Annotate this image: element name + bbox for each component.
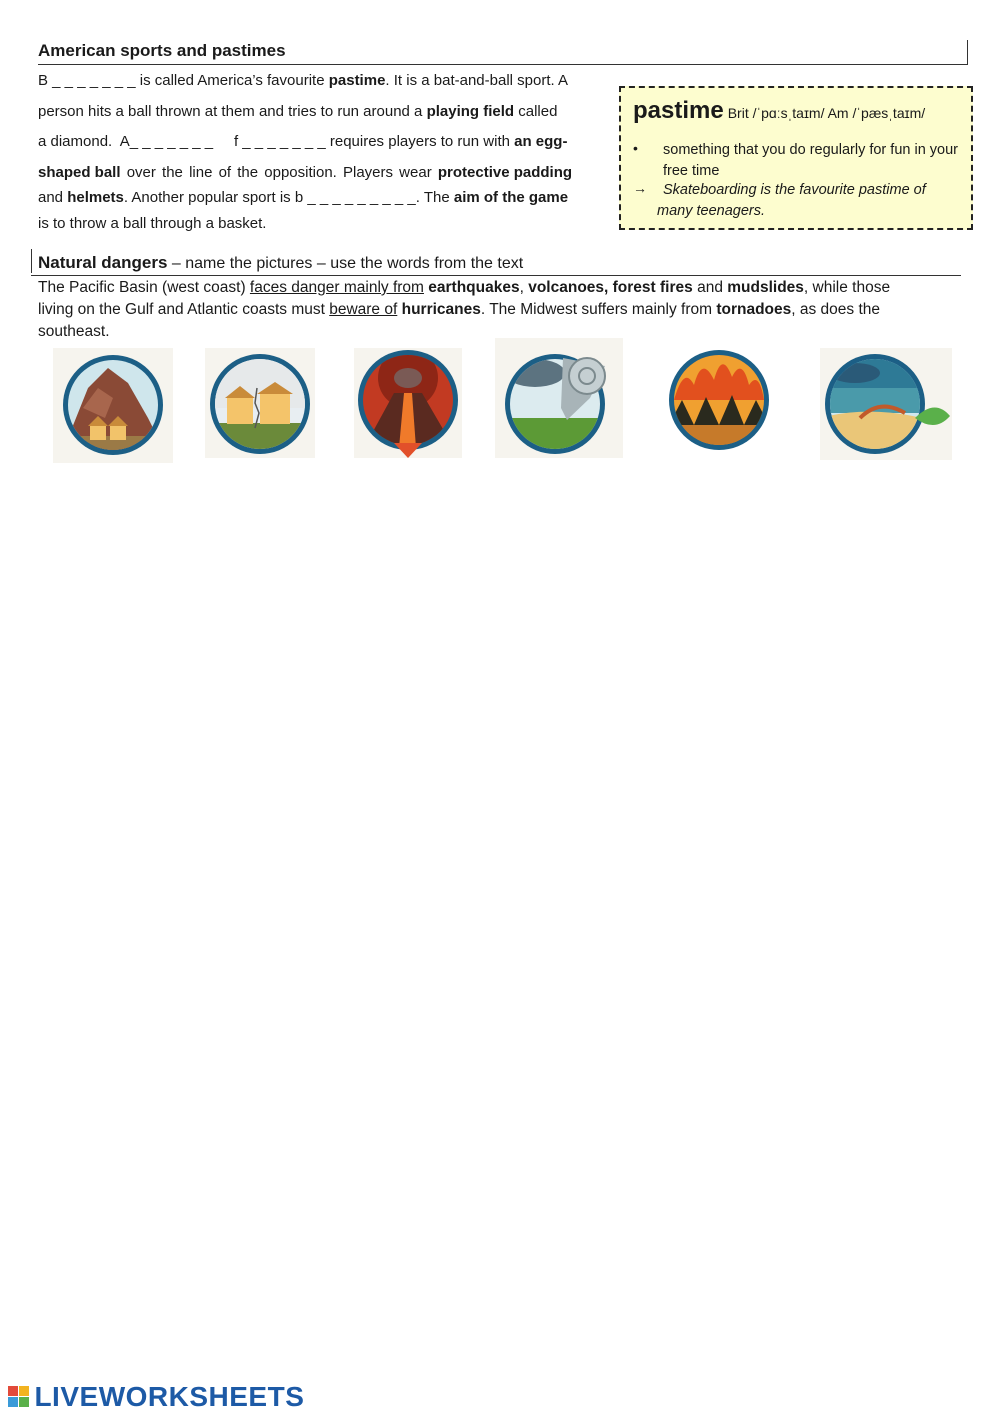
- sports-line-3: a diamond. A_ _ _ _ _ _ _ f _ _ _ _ _ _ _ requires players to run with an egg-: [38, 133, 568, 150]
- dangers-line-3: southeast.: [38, 323, 110, 340]
- tornado-icon: [495, 338, 623, 458]
- sports-line-2: person hits a ball thrown at them and tries to run around a playing field called: [38, 103, 558, 120]
- dictionary-headword: pastime: [633, 97, 724, 124]
- mudslide-icon: [53, 348, 173, 463]
- dictionary-example: Skateboarding is the favourite pastime of many teenagers.: [657, 182, 926, 219]
- section-title-sports: American sports and pastimes: [38, 41, 286, 60]
- bullet-icon: •: [633, 140, 638, 156]
- forest-fire-icon: [664, 345, 774, 455]
- liveworksheets-logo: [8, 1381, 304, 1413]
- volcano-icon: [354, 348, 462, 458]
- dangers-paragraph: [38, 0, 968, 345]
- earthquake-icon: [205, 348, 315, 458]
- hurricane-icon: [820, 348, 952, 460]
- section-title-natural-dangers: Natural dangers – name the pictures – use the words from the text: [38, 253, 524, 272]
- liveworksheets-logo-text: LIVEWORKSHEETS: [34, 1381, 305, 1412]
- liveworksheets-logo-icon: [8, 1386, 30, 1408]
- arrow-right-icon: →: [633, 180, 647, 196]
- dangers-line-1: The Pacific Basin (west coast) faces danger mainly from earthquakes, volcanoes, forest fires and mudslides, while those: [38, 279, 891, 296]
- dictionary-pronunciation: Brit /ˈpɑːsˌtaɪm/ Am /ˈpæsˌtaɪm/: [727, 105, 926, 121]
- sports-line-6: is to throw a ball through a basket.: [38, 215, 267, 232]
- section-divider-tick: [31, 249, 32, 273]
- sports-line-1: B _ _ _ _ _ _ _ is called America’s favourite pastime. It is a bat-and-ball sport. A: [38, 72, 569, 89]
- sports-line-5: and helmets. Another popular sport is b _ _ _ _ _ _ _ _ _. The aim of the game: [38, 189, 569, 206]
- sports-line-4: shaped ball over the line of the opposition. Players wear protective padding: [38, 164, 573, 181]
- dictionary-definition: something that you do regularly for fun in your free time: [663, 142, 958, 179]
- dangers-line-2: living on the Gulf and Atlantic coasts must beware of hurricanes. The Midwest suffers mainly from tornadoes, as does the: [38, 301, 881, 318]
